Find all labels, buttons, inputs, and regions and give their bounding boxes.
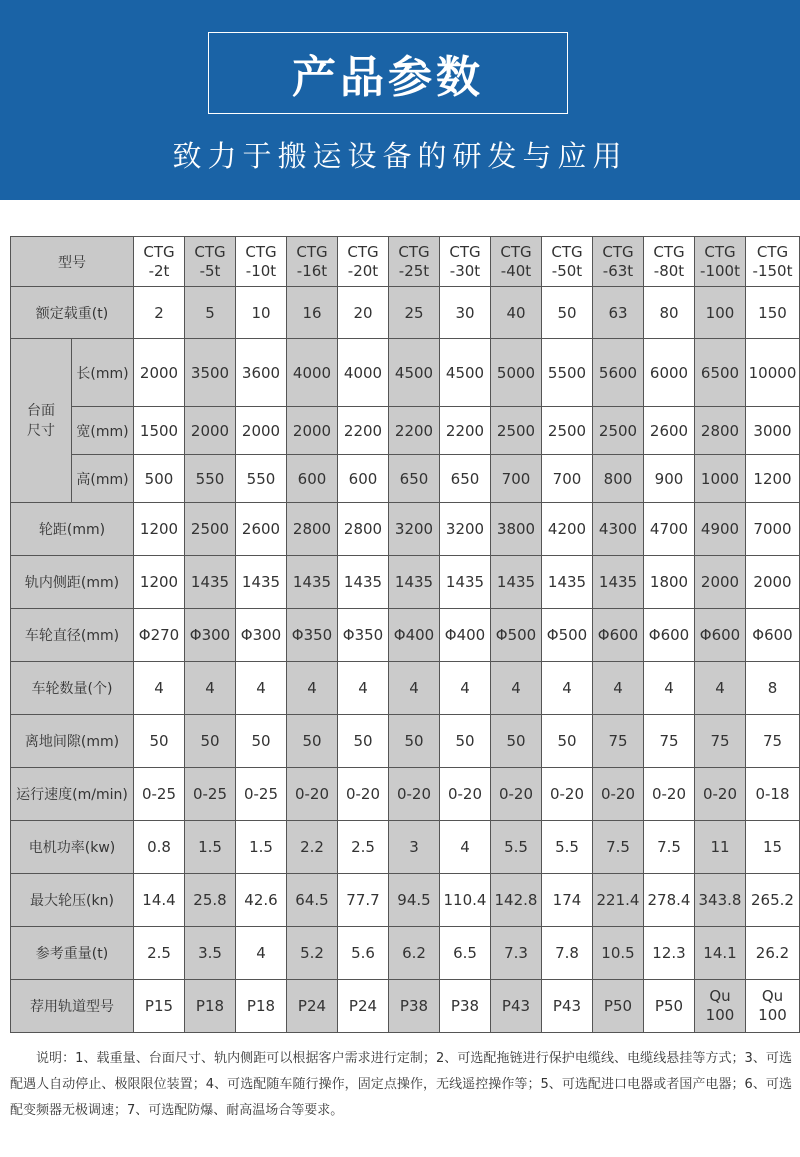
table-cell: 900 [644, 455, 695, 503]
table-cell: 2000 [287, 407, 338, 455]
table-row-model [11, 237, 800, 287]
table-cell: 7.5 [644, 821, 695, 874]
table-cell: 1435 [287, 556, 338, 609]
table-cell: 6.2 [389, 927, 440, 980]
table-cell: 650 [389, 455, 440, 503]
table-cell: 1435 [236, 556, 287, 609]
table-cell: 2.5 [338, 821, 389, 874]
table-cell: 7.8 [542, 927, 593, 980]
table-cell: 3500 [185, 339, 236, 407]
table-cell: 0-20 [644, 768, 695, 821]
cell-text: CTG [602, 242, 634, 261]
table-cell: 8 [746, 662, 800, 715]
table-cell: 80 [644, 287, 695, 339]
table-cell: 94.5 [389, 874, 440, 927]
table-cell: 174 [542, 874, 593, 927]
table-cell: 0-25 [185, 768, 236, 821]
table-cell: 343.8 [695, 874, 746, 927]
cell-text: CTG [296, 242, 328, 261]
table-cell: 4 [695, 662, 746, 715]
table-cell: 30 [440, 287, 491, 339]
table-cell: 0.8 [134, 821, 185, 874]
table-cell: 1435 [389, 556, 440, 609]
cell-text: CTG [398, 242, 430, 261]
cell-text: P24 [297, 996, 327, 1015]
table-cell [746, 237, 800, 287]
cell-text: -63t [602, 261, 634, 280]
table-cell [491, 237, 542, 287]
table-cell [236, 237, 287, 287]
cell-text: CTG [500, 242, 532, 261]
table-cell: 1500 [134, 407, 185, 455]
table-row [11, 715, 800, 768]
table-cell: 550 [185, 455, 236, 503]
table-cell: 1800 [644, 556, 695, 609]
table-cell: 3200 [440, 503, 491, 556]
table-row [11, 821, 800, 874]
row-label: 轨内侧距(mm) [11, 556, 134, 609]
table-cell: 0-25 [236, 768, 287, 821]
table-cell: 50 [542, 715, 593, 768]
table-cell [644, 237, 695, 287]
table-cell: 142.8 [491, 874, 542, 927]
cell-text: CTG [143, 242, 175, 261]
table-cell: 4200 [542, 503, 593, 556]
cell-text: CTG [194, 242, 226, 261]
cell-text: -80t [653, 261, 685, 280]
table-cell: 4 [338, 662, 389, 715]
table-cell: 4000 [338, 339, 389, 407]
table-cell: 5.5 [542, 821, 593, 874]
cell-text: P38 [450, 996, 480, 1015]
table-cell: 2200 [440, 407, 491, 455]
table-cell: 278.4 [644, 874, 695, 927]
table-cell: 2200 [338, 407, 389, 455]
table-cell: 2800 [338, 503, 389, 556]
cell-text: CTG [245, 242, 277, 261]
cell-text: Qu [761, 987, 784, 1005]
row-label: 离地间隙(mm) [11, 715, 134, 768]
cell-text: CTG [449, 242, 481, 261]
table-cell: 2000 [236, 407, 287, 455]
table-cell: Φ600 [644, 609, 695, 662]
cell-text: -5t [199, 261, 221, 280]
table-cell: 50 [185, 715, 236, 768]
row-label: 轮距(mm) [11, 503, 134, 556]
table-cell: 0-20 [593, 768, 644, 821]
table-cell: 1200 [134, 503, 185, 556]
table-cell: 0-20 [542, 768, 593, 821]
table-row [11, 768, 800, 821]
row-label: 荐用轨道型号 [11, 980, 134, 1033]
cell-text: -10t [245, 261, 277, 280]
table-cell: Φ500 [542, 609, 593, 662]
table-cell: 4 [491, 662, 542, 715]
table-cell: 4 [287, 662, 338, 715]
table-cell: 800 [593, 455, 644, 503]
table-cell: 0-20 [695, 768, 746, 821]
row-label: 额定载重(t) [11, 287, 134, 339]
row-label: 电机功率(kw) [11, 821, 134, 874]
table-cell: 1435 [593, 556, 644, 609]
cell-text: P50 [654, 996, 684, 1015]
row-label: 运行速度(m/min) [11, 768, 134, 821]
cell-text: P18 [195, 996, 225, 1015]
row-label: 车轮直径(mm) [11, 609, 134, 662]
table-cell: 1.5 [185, 821, 236, 874]
table-cell: 7.5 [593, 821, 644, 874]
table-row [11, 609, 800, 662]
table-cell: 10.5 [593, 927, 644, 980]
table-cell: 11 [695, 821, 746, 874]
table-cell: 110.4 [440, 874, 491, 927]
table-cell: 2500 [491, 407, 542, 455]
table-cell [389, 237, 440, 287]
table-cell [440, 237, 491, 287]
table-cell: 50 [236, 715, 287, 768]
table-cell: 75 [695, 715, 746, 768]
table-cell: 2600 [644, 407, 695, 455]
table-cell: 15 [746, 821, 800, 874]
table-cell: 0-18 [746, 768, 800, 821]
table-cell: 7000 [746, 503, 800, 556]
table-cell [287, 237, 338, 287]
row-label: 最大轮压(kn) [11, 874, 134, 927]
table-cell: Φ400 [389, 609, 440, 662]
table-cell: 600 [338, 455, 389, 503]
table-cell: 0-20 [389, 768, 440, 821]
table-cell: 2.5 [134, 927, 185, 980]
row-sublabel: 高(mm) [72, 455, 134, 503]
table-cell [542, 980, 593, 1033]
cell-text: -100t [700, 261, 740, 280]
table-cell: 42.6 [236, 874, 287, 927]
table-cell: 550 [236, 455, 287, 503]
table-cell: 14.1 [695, 927, 746, 980]
table-cell [338, 237, 389, 287]
table-cell: 2 [134, 287, 185, 339]
cell-text: P24 [348, 996, 378, 1015]
cell-text: P43 [552, 996, 582, 1015]
table-cell: 3000 [746, 407, 800, 455]
table-cell [695, 237, 746, 287]
cell-text: CTG [704, 242, 736, 261]
table-row [11, 662, 800, 715]
cell-text: 100 [705, 1006, 735, 1024]
table-cell [593, 237, 644, 287]
table-cell: 4300 [593, 503, 644, 556]
row-group-label: 台面尺寸 [11, 339, 72, 503]
table-row [11, 339, 800, 407]
table-cell: 150 [746, 287, 800, 339]
table-cell: 2000 [185, 407, 236, 455]
table-cell: Φ270 [134, 609, 185, 662]
cell-text: -30t [449, 261, 481, 280]
table-cell: 4900 [695, 503, 746, 556]
table-cell: 1000 [695, 455, 746, 503]
table-cell [746, 980, 800, 1033]
table-cell: Φ500 [491, 609, 542, 662]
table-row [11, 874, 800, 927]
table-cell: 5000 [491, 339, 542, 407]
table-cell: 4 [440, 821, 491, 874]
table-cell: 77.7 [338, 874, 389, 927]
table-cell: 1435 [338, 556, 389, 609]
table-cell: 50 [389, 715, 440, 768]
table-row [11, 455, 800, 503]
table-cell: 50 [542, 287, 593, 339]
table-cell: 0-20 [338, 768, 389, 821]
table-cell: Φ350 [338, 609, 389, 662]
table-cell: 63 [593, 287, 644, 339]
table-cell: Φ300 [236, 609, 287, 662]
table-cell [389, 980, 440, 1033]
table-cell: 2600 [236, 503, 287, 556]
table-cell: 25 [389, 287, 440, 339]
table-cell: 2800 [287, 503, 338, 556]
table-cell: 4000 [287, 339, 338, 407]
table-cell [338, 980, 389, 1033]
table-cell: 50 [287, 715, 338, 768]
cell-text: -2t [148, 261, 170, 280]
table-cell [134, 980, 185, 1033]
table-cell: 3800 [491, 503, 542, 556]
table-cell: 40 [491, 287, 542, 339]
table-cell: 2500 [593, 407, 644, 455]
table-cell [185, 237, 236, 287]
table-cell: 5.6 [338, 927, 389, 980]
table-cell [491, 980, 542, 1033]
table-cell: 2500 [185, 503, 236, 556]
table-cell: 4 [236, 927, 287, 980]
row-sublabel: 长(mm) [72, 339, 134, 407]
table-cell: 1200 [134, 556, 185, 609]
table-cell: Φ600 [746, 609, 800, 662]
table-cell: 0-25 [134, 768, 185, 821]
page-title: 产品参数 [292, 52, 484, 103]
table-cell: 50 [491, 715, 542, 768]
table-cell: 4700 [644, 503, 695, 556]
cell-text: Qu [709, 987, 731, 1005]
table-cell [644, 980, 695, 1033]
table-cell: 12.3 [644, 927, 695, 980]
table-cell: 64.5 [287, 874, 338, 927]
table-cell: 650 [440, 455, 491, 503]
table-cell: 5.5 [491, 821, 542, 874]
cell-text: -40t [500, 261, 532, 280]
table-cell: 1200 [746, 455, 800, 503]
table-cell: Φ400 [440, 609, 491, 662]
table-cell: 5 [185, 287, 236, 339]
table-cell: 500 [134, 455, 185, 503]
table-cell: 2200 [389, 407, 440, 455]
table-cell: 1435 [542, 556, 593, 609]
table-cell: 6.5 [440, 927, 491, 980]
table-cell: 3200 [389, 503, 440, 556]
cell-text: -25t [398, 261, 430, 280]
table-cell: 5600 [593, 339, 644, 407]
table-cell: 5.2 [287, 927, 338, 980]
table-cell: 5500 [542, 339, 593, 407]
table-cell [695, 980, 746, 1033]
table-cell: 2000 [695, 556, 746, 609]
cell-text: -16t [296, 261, 328, 280]
table-cell: 2.2 [287, 821, 338, 874]
table-cell: 20 [338, 287, 389, 339]
cell-text: P15 [144, 996, 174, 1015]
table-cell: 50 [338, 715, 389, 768]
row-label: 参考重量(t) [11, 927, 134, 980]
table-cell: Φ300 [185, 609, 236, 662]
cell-text: -50t [551, 261, 583, 280]
table-cell [185, 980, 236, 1033]
table-cell: 10000 [746, 339, 800, 407]
cell-text: CTG [653, 242, 685, 261]
table-cell: 6000 [644, 339, 695, 407]
table-row [11, 503, 800, 556]
table-cell: 2500 [542, 407, 593, 455]
cell-text: P43 [501, 996, 531, 1015]
table-row [11, 407, 800, 455]
cell-text: P38 [399, 996, 429, 1015]
table-cell: 4 [542, 662, 593, 715]
table-cell: 1.5 [236, 821, 287, 874]
table-cell: 0-20 [287, 768, 338, 821]
title-box [208, 32, 568, 114]
page-subtitle: 致力于搬运设备的研发与应用 [172, 139, 628, 173]
table-cell: 0-20 [491, 768, 542, 821]
table-cell: 4 [236, 662, 287, 715]
table-cell [287, 980, 338, 1033]
table-cell: 75 [593, 715, 644, 768]
notes-text: 说明：1、载重量、台面尺寸、轨内侧距可以根据客户需求进行定制；2、可选配拖链进行保护电缆线、电缆线悬挂等方式；3、可选配遇人自动停止、极限限位装置；4、可选配随车随行操作，固定点操作，无线遥控操作等；5、可选配进口电器或者国产电器；6、可选配变频器无极调速；7、可选配防爆、耐高温场合等要求。 [10, 1051, 792, 1118]
header-banner [0, 0, 800, 200]
table-cell: 1435 [491, 556, 542, 609]
table-cell: 16 [287, 287, 338, 339]
cell-text: -20t [347, 261, 379, 280]
table-cell: 100 [695, 287, 746, 339]
cell-text: CTG [347, 242, 379, 261]
table-cell: 75 [746, 715, 800, 768]
table-cell [593, 980, 644, 1033]
table-cell: 4 [389, 662, 440, 715]
table-cell [440, 980, 491, 1033]
table-cell: 221.4 [593, 874, 644, 927]
table-cell: 2000 [746, 556, 800, 609]
table-cell [134, 237, 185, 287]
table-cell: 600 [287, 455, 338, 503]
table-cell: 4 [185, 662, 236, 715]
table-row [11, 927, 800, 980]
table-cell: 2000 [134, 339, 185, 407]
cell-text: CTG [756, 242, 789, 261]
table-cell: 4500 [389, 339, 440, 407]
table-cell: Φ600 [695, 609, 746, 662]
table-cell: 4 [593, 662, 644, 715]
table-cell: 3.5 [185, 927, 236, 980]
table-cell: Φ600 [593, 609, 644, 662]
table-cell: 50 [440, 715, 491, 768]
table-cell: 14.4 [134, 874, 185, 927]
cell-text: 100 [758, 1006, 787, 1024]
table-row [11, 287, 800, 339]
table-cell: 26.2 [746, 927, 800, 980]
table-cell: 7.3 [491, 927, 542, 980]
table-cell: 3 [389, 821, 440, 874]
table-cell: Φ350 [287, 609, 338, 662]
cell-text: P18 [246, 996, 276, 1015]
table-cell: 1435 [440, 556, 491, 609]
table-cell [542, 237, 593, 287]
table-cell: 2800 [695, 407, 746, 455]
table-cell: 4 [134, 662, 185, 715]
table-cell: 50 [134, 715, 185, 768]
table-cell: 3600 [236, 339, 287, 407]
table-cell: 700 [542, 455, 593, 503]
table-cell: 75 [644, 715, 695, 768]
table-cell: 0-20 [440, 768, 491, 821]
spec-table [10, 236, 800, 1033]
table-cell: 4 [644, 662, 695, 715]
table-cell: 6500 [695, 339, 746, 407]
table-row [11, 980, 800, 1033]
cell-text: CTG [551, 242, 583, 261]
table-cell [236, 980, 287, 1033]
table-cell: 25.8 [185, 874, 236, 927]
row-sublabel: 宽(mm) [72, 407, 134, 455]
table-cell: 4 [440, 662, 491, 715]
table-cell: 1435 [185, 556, 236, 609]
cell-text: -150t [752, 261, 793, 280]
spec-table-container [10, 236, 800, 1033]
row-label: 型号 [11, 237, 134, 287]
table-row [11, 556, 800, 609]
table-cell: 700 [491, 455, 542, 503]
table-cell: 265.2 [746, 874, 800, 927]
row-label: 车轮数量(个) [11, 662, 134, 715]
cell-text: P50 [603, 996, 633, 1015]
table-cell: 4500 [440, 339, 491, 407]
table-cell: 10 [236, 287, 287, 339]
